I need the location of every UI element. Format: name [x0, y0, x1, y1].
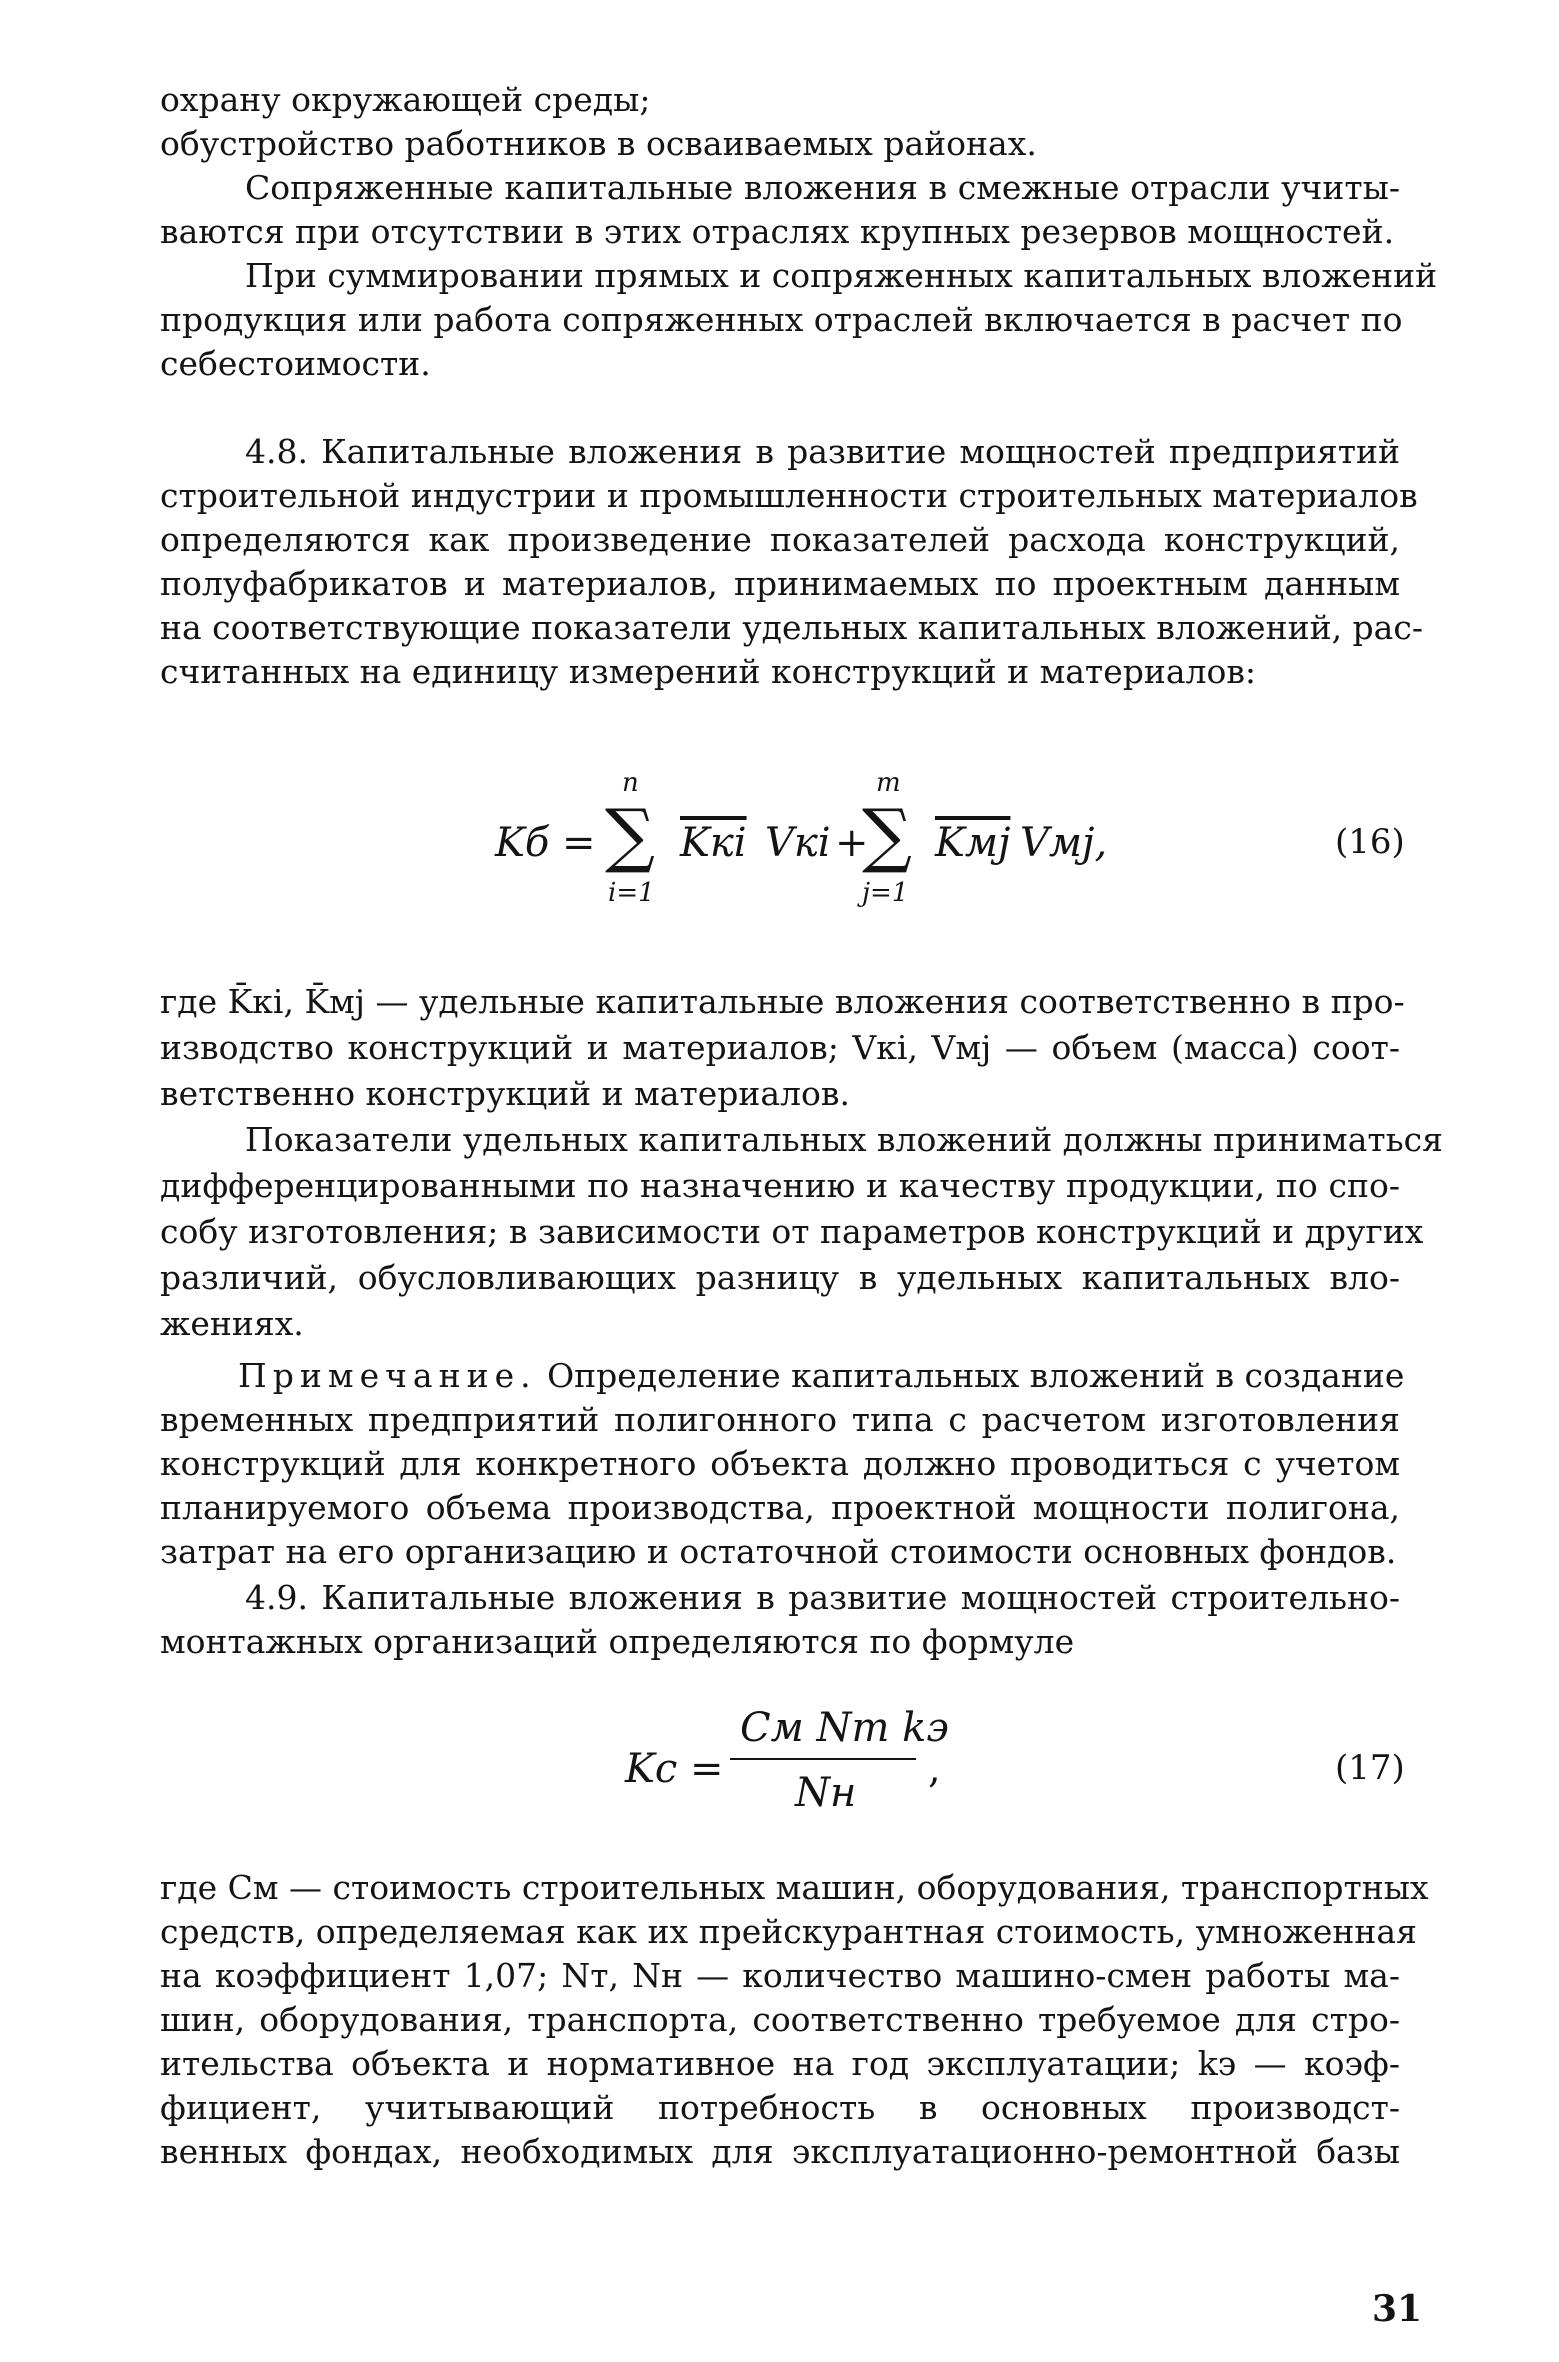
fraction-numerator: Cм Nт kэ	[740, 1705, 949, 1751]
text-line: 4.8. Капитальные вложения в развитие мощностей предприятий	[245, 432, 1400, 471]
text-line: ветственно конструкций и материалов.	[160, 1074, 850, 1113]
text-line: ительства объекта и нормативное на год эксплуатации; kэ — коэф-	[160, 2044, 1400, 2083]
text-line: на коэффициент 1,07; Nт, Nн — количество машино-смен работы ма-	[160, 1956, 1400, 1995]
text-line: где Cм — стоимость строительных машин, оборудования, транспортных	[160, 1868, 1429, 1907]
text-line: изводство конструкций и материалов; Vкi, Vмj — объем (масса) соот-	[160, 1028, 1400, 1067]
text-line: считанных на единицу измерений конструкций и материалов:	[160, 652, 1257, 691]
text-line: затрат на его организацию и остаточной стоимости основных фондов.	[160, 1532, 1397, 1571]
text-line: на соответствующие показатели удельных капитальных вложений, рас-	[160, 608, 1423, 647]
text-line: венных фондах, необходимых для эксплуатационно-ремонтной базы	[160, 2132, 1400, 2171]
formula-lhs: Kс =	[625, 1746, 724, 1792]
text-line: Показатели удельных капитальных вложений должны приниматься	[245, 1120, 1443, 1159]
sigma-icon: ∑	[605, 794, 655, 876]
formula-term: Vкi	[765, 820, 831, 866]
text-line: ваются при отсутствии в этих отраслях крупных резервов мощностей.	[160, 212, 1395, 251]
formula-term: Kмj	[935, 820, 1011, 866]
sum-lower-limit: j=1	[862, 878, 909, 908]
text-line: строительной индустрии и промышленности строительных материалов	[160, 476, 1418, 515]
text-line: монтажных организаций определяются по формуле	[160, 1622, 1075, 1661]
text-line: 4.9. Капитальные вложения в развитие мощностей строительно-	[245, 1578, 1400, 1617]
text-line: планируемого объема производства, проектной мощности полигона,	[160, 1488, 1400, 1527]
text-line: временных предприятий полигонного типа с расчетом изготовления	[160, 1400, 1400, 1439]
text-line: собу изготовления; в зависимости от параметров конструкций и других	[160, 1212, 1424, 1251]
note-label: Примечание.	[238, 1356, 537, 1395]
text-line: фициент, учитывающий потребность в основных производст-	[160, 2088, 1400, 2127]
text-line: различий, обусловливающих разницу в удельных капитальных вло-	[160, 1258, 1400, 1297]
formula-comma: ,	[928, 1746, 941, 1792]
text-line: При суммировании прямых и сопряженных капитальных вложений	[245, 256, 1438, 295]
text-line: Сопряженные капитальные вложения в смежные отрасли учиты-	[245, 168, 1400, 207]
equation-number: (17)	[1335, 1748, 1405, 1788]
sum-upper-limit: m	[876, 768, 901, 798]
text-line: охрану окружающей среды;	[160, 80, 651, 119]
formula-lhs: Kб =	[495, 820, 596, 866]
text-line: полуфабрикатов и материалов, принимаемых по проектным данным	[160, 564, 1400, 603]
equation-number: (16)	[1335, 822, 1405, 862]
formula-term: Vмj,	[1020, 820, 1108, 866]
text-line: средств, определяемая как их прейскурантная стоимость, умноженная	[160, 1912, 1417, 1951]
sum-lower-limit: i=1	[608, 878, 655, 908]
sum-upper-limit: n	[622, 768, 639, 798]
page-number: 31	[1372, 2288, 1423, 2330]
text-line: шин, оборудования, транспорта, соответственно требуемое для стро-	[160, 2000, 1400, 2039]
text-line: себестоимости.	[160, 344, 431, 383]
plus-sign: +	[835, 820, 869, 866]
text-line: дифференцированными по назначению и качеству продукции, по спо-	[160, 1166, 1400, 1205]
fraction-bar	[730, 1758, 916, 1760]
fraction-denominator: Nн	[795, 1770, 857, 1816]
text-line: жениях.	[160, 1304, 304, 1343]
text-line: определяются как произведение показателей расхода конструкций,	[160, 520, 1400, 559]
sigma-icon: ∑	[862, 794, 912, 876]
text-line: продукция или работа сопряженных отраслей включается в расчет по	[160, 300, 1403, 339]
note-text: Определение капитальных вложений в создание	[547, 1356, 1405, 1395]
formula-term: Kкi	[680, 820, 747, 866]
text-line: где K̄кi, K̄мj — удельные капитальные вложения соответственно в про-	[160, 982, 1405, 1021]
note-line	[238, 1354, 1405, 1398]
text-line: конструкций для конкретного объекта должно проводиться с учетом	[160, 1444, 1400, 1483]
text-line: обустройство работников в осваиваемых районах.	[160, 124, 1037, 163]
